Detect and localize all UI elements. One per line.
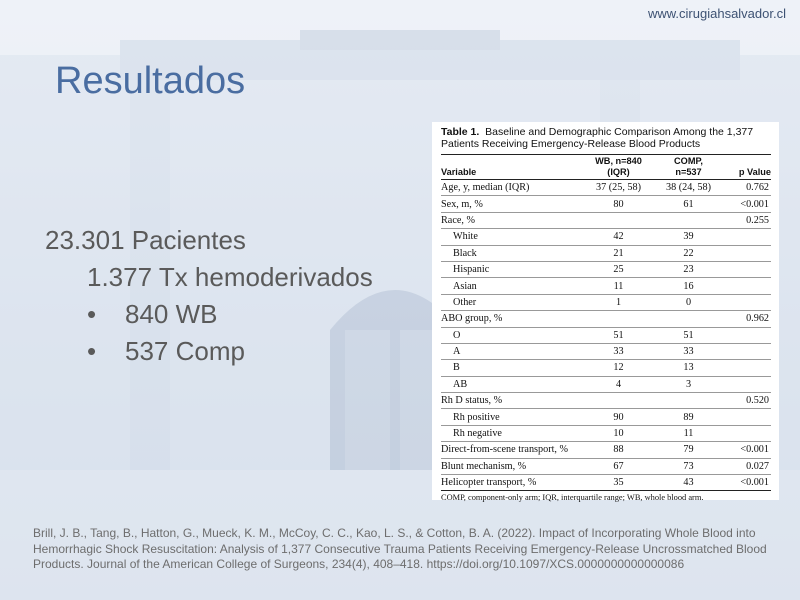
row-wb-value bbox=[581, 393, 656, 409]
bullet-comp-text: 537 Comp bbox=[125, 336, 245, 366]
row-label: ABO group, % bbox=[441, 311, 581, 327]
row-wb-value bbox=[581, 212, 656, 228]
bullet-wb-text: 840 WB bbox=[125, 299, 218, 329]
header-p-value: p Value bbox=[738, 167, 771, 177]
row-comp-value bbox=[656, 311, 721, 327]
row-label: Asian bbox=[441, 278, 581, 294]
table-row bbox=[441, 261, 771, 277]
row-label: A bbox=[441, 343, 581, 359]
row-p-value: 0.762 bbox=[721, 180, 771, 196]
row-p-value: <0.001 bbox=[721, 475, 771, 491]
row-comp-value: 51 bbox=[656, 327, 721, 343]
bullet-total-patients: 23.301 Pacientes bbox=[45, 225, 246, 255]
table-row bbox=[441, 376, 771, 392]
row-p-value bbox=[721, 425, 771, 441]
table-footnote: COMP, component-only arm; IQR, interquartile range; WB, whole blood arm. bbox=[441, 493, 704, 503]
table-row bbox=[441, 458, 771, 474]
row-wb-value: 67 bbox=[581, 458, 656, 474]
bullet-dot: • bbox=[87, 336, 97, 366]
row-wb-value: 80 bbox=[581, 196, 656, 212]
table-row bbox=[441, 425, 771, 441]
row-label: White bbox=[441, 229, 581, 245]
table-caption bbox=[432, 122, 779, 150]
table-label: Table 1. bbox=[441, 126, 480, 138]
row-wb-value: 11 bbox=[581, 278, 656, 294]
row-label: O bbox=[441, 327, 581, 343]
results-bullet-list bbox=[45, 222, 373, 370]
row-comp-value: 89 bbox=[656, 409, 721, 425]
table-row bbox=[441, 311, 771, 327]
row-wb-value: 35 bbox=[581, 475, 656, 491]
table-row bbox=[441, 212, 771, 228]
row-p-value bbox=[721, 343, 771, 359]
row-wb-value: 42 bbox=[581, 229, 656, 245]
row-p-value: 0.520 bbox=[721, 393, 771, 409]
row-p-value bbox=[721, 294, 771, 310]
row-comp-value: 39 bbox=[656, 229, 721, 245]
row-comp-value bbox=[656, 212, 721, 228]
table-row bbox=[441, 180, 771, 196]
row-wb-value bbox=[581, 311, 656, 327]
row-p-value bbox=[721, 278, 771, 294]
row-label: Other bbox=[441, 294, 581, 310]
row-p-value: 0.255 bbox=[721, 212, 771, 228]
bullet-comp bbox=[45, 333, 373, 370]
row-comp-value: 61 bbox=[656, 196, 721, 212]
row-label: Rh D status, % bbox=[441, 393, 581, 409]
row-label: AB bbox=[441, 376, 581, 392]
header-wb-label: WB, n=840 bbox=[595, 156, 642, 166]
table-header-row bbox=[441, 155, 771, 180]
table-body bbox=[441, 180, 771, 491]
row-wb-value: 21 bbox=[581, 245, 656, 261]
row-wb-value: 90 bbox=[581, 409, 656, 425]
row-p-value bbox=[721, 409, 771, 425]
row-wb-value: 25 bbox=[581, 261, 656, 277]
row-wb-value: 37 (25, 58) bbox=[581, 180, 656, 196]
bullet-dot: • bbox=[87, 299, 97, 329]
table-caption-text: Baseline and Demographic Comparison Among the 1,377 Patients Receiving Emergency-Release Blood Products bbox=[441, 126, 754, 150]
row-comp-value: 13 bbox=[656, 360, 721, 376]
row-wb-value: 1 bbox=[581, 294, 656, 310]
row-comp-value bbox=[656, 393, 721, 409]
row-p-value bbox=[721, 229, 771, 245]
row-p-value bbox=[721, 327, 771, 343]
row-label: B bbox=[441, 360, 581, 376]
row-comp-value: 79 bbox=[656, 442, 721, 458]
site-url: www.cirugiahsalvador.cl bbox=[647, 6, 786, 21]
row-label: Race, % bbox=[441, 212, 581, 228]
row-comp-value: 3 bbox=[656, 376, 721, 392]
row-wb-value: 88 bbox=[581, 442, 656, 458]
slide-title: Resultados bbox=[55, 60, 246, 102]
row-wb-value: 51 bbox=[581, 327, 656, 343]
table-row bbox=[441, 393, 771, 409]
row-comp-value: 23 bbox=[656, 261, 721, 277]
row-comp-value: 38 (24, 58) bbox=[656, 180, 721, 196]
table-row bbox=[441, 360, 771, 376]
table-row bbox=[441, 327, 771, 343]
bullet-wb bbox=[45, 296, 373, 333]
row-p-value: 0.962 bbox=[721, 311, 771, 327]
row-wb-value: 12 bbox=[581, 360, 656, 376]
header-comp bbox=[656, 155, 721, 180]
row-comp-value: 43 bbox=[656, 475, 721, 491]
row-p-value: <0.001 bbox=[721, 442, 771, 458]
row-label: Rh negative bbox=[441, 425, 581, 441]
table-row bbox=[441, 343, 771, 359]
table-row bbox=[441, 442, 771, 458]
table-row bbox=[441, 229, 771, 245]
row-label: Hispanic bbox=[441, 261, 581, 277]
row-comp-value: 0 bbox=[656, 294, 721, 310]
row-comp-value: 22 bbox=[656, 245, 721, 261]
row-p-value bbox=[721, 376, 771, 392]
row-label: Black bbox=[441, 245, 581, 261]
row-label: Sex, m, % bbox=[441, 196, 581, 212]
row-label: Helicopter transport, % bbox=[441, 475, 581, 491]
table-row bbox=[441, 196, 771, 212]
row-label: Rh positive bbox=[441, 409, 581, 425]
citation: Brill, J. B., Tang, B., Hatton, G., Mueck, K. M., McCoy, C. C., Kao, L. S., & Cotton, B. A. (2022). Impact of Incorporating Whole Blood into Hemorrhagic Shock Resuscitation: Analysis of 1,377 Consecutive Trauma Patients Receiving Emergency-Release Uncrossmatched Blood Products. Journal of the American College of Surgeons, 234(4), 408–418. https://doi.org/10.1097/XCS.0000000000000086 bbox=[33, 526, 767, 571]
row-wb-value: 10 bbox=[581, 425, 656, 441]
baseline-table bbox=[441, 154, 771, 491]
table-row bbox=[441, 245, 771, 261]
row-p-value bbox=[721, 245, 771, 261]
header-variable: Variable bbox=[441, 167, 477, 177]
row-p-value bbox=[721, 360, 771, 376]
header-wb-sub: (IQR) bbox=[607, 167, 630, 177]
row-p-value: 0.027 bbox=[721, 458, 771, 474]
header-wb bbox=[581, 155, 656, 180]
row-comp-value: 73 bbox=[656, 458, 721, 474]
table-row bbox=[441, 409, 771, 425]
table-row bbox=[441, 475, 771, 491]
row-wb-value: 4 bbox=[581, 376, 656, 392]
table-row bbox=[441, 294, 771, 310]
table-image bbox=[432, 122, 779, 503]
row-comp-value: 11 bbox=[656, 425, 721, 441]
row-p-value bbox=[721, 261, 771, 277]
row-comp-value: 16 bbox=[656, 278, 721, 294]
row-p-value: <0.001 bbox=[721, 196, 771, 212]
row-label: Age, y, median (IQR) bbox=[441, 180, 581, 196]
bullet-transfusions: 1.377 Tx hemoderivados bbox=[87, 262, 373, 292]
row-label: Blunt mechanism, % bbox=[441, 458, 581, 474]
table-row bbox=[441, 278, 771, 294]
row-wb-value: 33 bbox=[581, 343, 656, 359]
row-label: Direct-from-scene transport, % bbox=[441, 442, 581, 458]
header-comp-label: COMP, bbox=[674, 156, 703, 166]
row-comp-value: 33 bbox=[656, 343, 721, 359]
header-comp-sub: n=537 bbox=[675, 167, 702, 177]
